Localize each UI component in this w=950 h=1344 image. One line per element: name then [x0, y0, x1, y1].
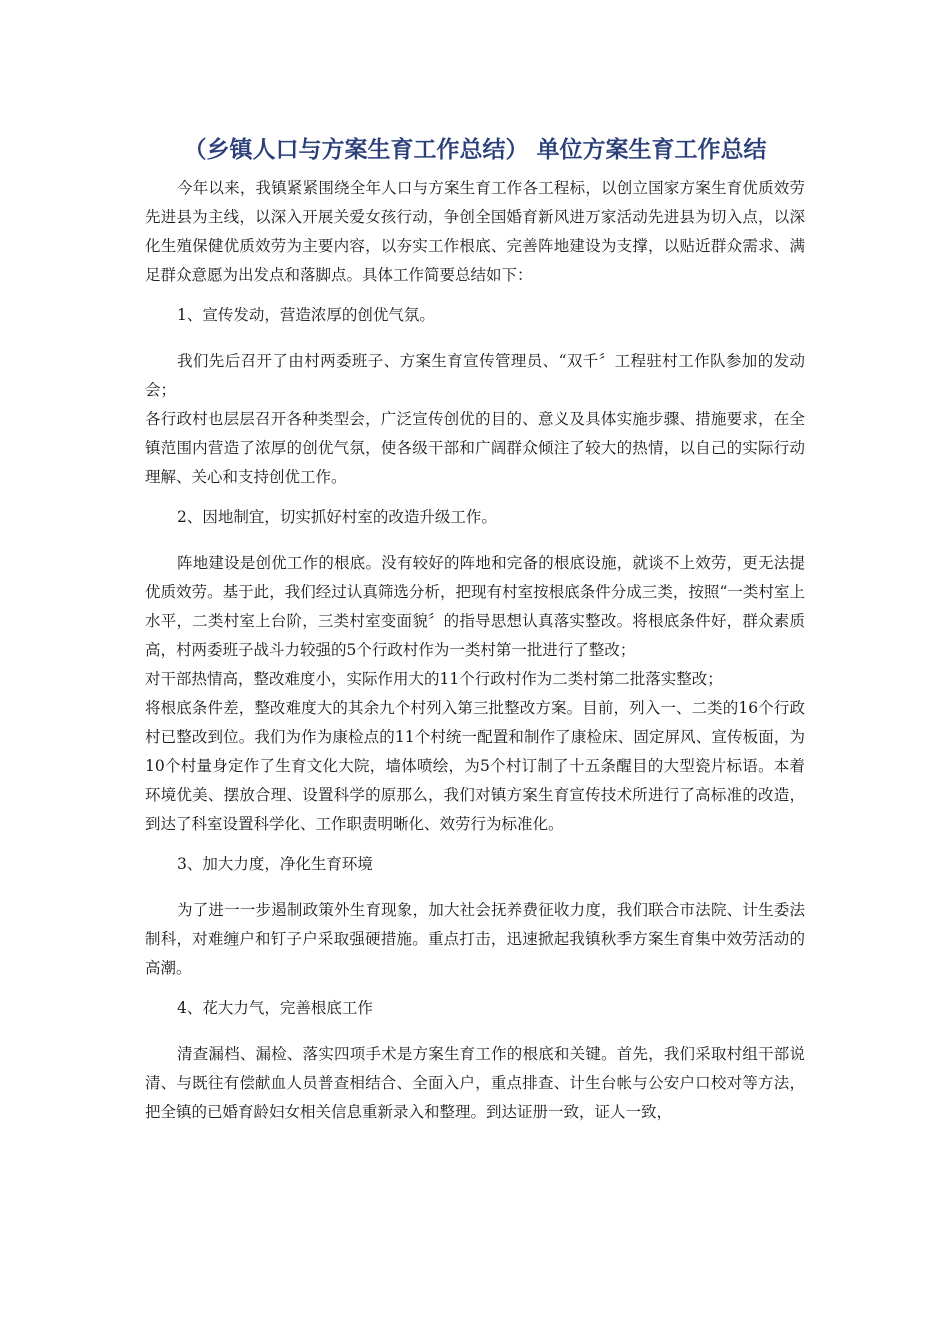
page-title: （乡镇人口与方案生育工作总结） 单位方案生育工作总结	[183, 137, 767, 163]
section-4-paragraph-1: 清查漏档、漏检、落实四项手术是方案生育工作的根底和关键。首先，我们采取村组干部说清、与既往有偿献血人员普查相结合、全面入户，重点排查、计生台帐与公安户口校对等方法，把全镇的已婚育龄妇女相关信息重新录入和整理。到达证册一致，证人一致，	[145, 1045, 805, 1121]
section-2-heading: 2、因地制宜，切实抓好村室的改造升级工作。	[177, 508, 497, 526]
section-1-paragraph-2: 各行政村也层层召开各种类型会，广泛宣传创优的目的、意义及具体实施步骤、措施要求，在全镇范围内营造了浓厚的创优气氛，使各级干部和广阔群众倾注了较大的热情，以自己的实际行动理解、关心和支持创优工作。	[145, 410, 805, 486]
section-3-paragraph-1: 为了进一一步遏制政策外生育现象，加大社会抚养费征收力度，我们联合市法院、计生委法制科，对难缠户和钉子户采取强硬措施。重点打击，迅速掀起我镇秋季方案生育集中效劳活动的高潮。	[145, 901, 805, 977]
section-4-heading: 4、花大力气，完善根底工作	[177, 999, 373, 1017]
section-3-heading: 3、加大力度，净化生育环境	[177, 855, 373, 873]
section-2-paragraph-2: 对干部热情高，整改难度小，实际作用大的11个行政村作为二类村第二批落实整改；	[145, 670, 723, 688]
section-1-paragraph-1: 我们先后召开了由村两委班子、方案生育宣传管理员、“双千〞工程驻村工作队参加的发动会；	[145, 352, 805, 399]
intro-paragraph: 今年以来，我镇紧紧围绕全年人口与方案生育工作各工程标，以创立国家方案生育优质效劳先进县为主线，以深入开展关爱女孩行动，争创全国婚育新风进万家活动先进县为切入点，以深化生殖保健优质效劳为主要内容，以夯实工作根底、完善阵地建设为支撑，以贴近群众需求、满足群众意愿为出发点和落脚点。具体工作简要总结如下：	[145, 179, 805, 284]
section-2-paragraph-1: 阵地建设是创优工作的根底。没有较好的阵地和完备的根底设施，就谈不上效劳，更无法提优质效劳。基于此，我们经过认真筛选分析，把现有村室按根底条件分成三类，按照“一类村室上水平，二类村室上台阶，三类村室变面貌〞的指导思想认真落实整改。将根底条件好，群众素质高，村两委班子战斗力较强的5个行政村作为一类村第一批进行了整改；	[145, 554, 805, 659]
section-1-heading: 1、宣传发动，营造浓厚的创优气氛。	[177, 306, 435, 324]
section-2-paragraph-3: 将根底条件差，整改难度大的其余九个村列入第三批整改方案。目前，列入一、二类的16个行政村已整改到位。我们为作为康检点的11个村统一配置和制作了康检床、固定屏风、宣传板面，为10个村量身定作了生育文化大院，墙体喷绘，为5个村订制了十五条醒目的大型瓷片标语。本着环境优美、摆放合理、设置科学的原那么，我们对镇方案生育宣传技术所进行了高标准的改造，到达了科室设置科学化、工作职责明晰化、效劳行为标准化。	[145, 699, 805, 833]
document-page	[145, 130, 805, 1138]
